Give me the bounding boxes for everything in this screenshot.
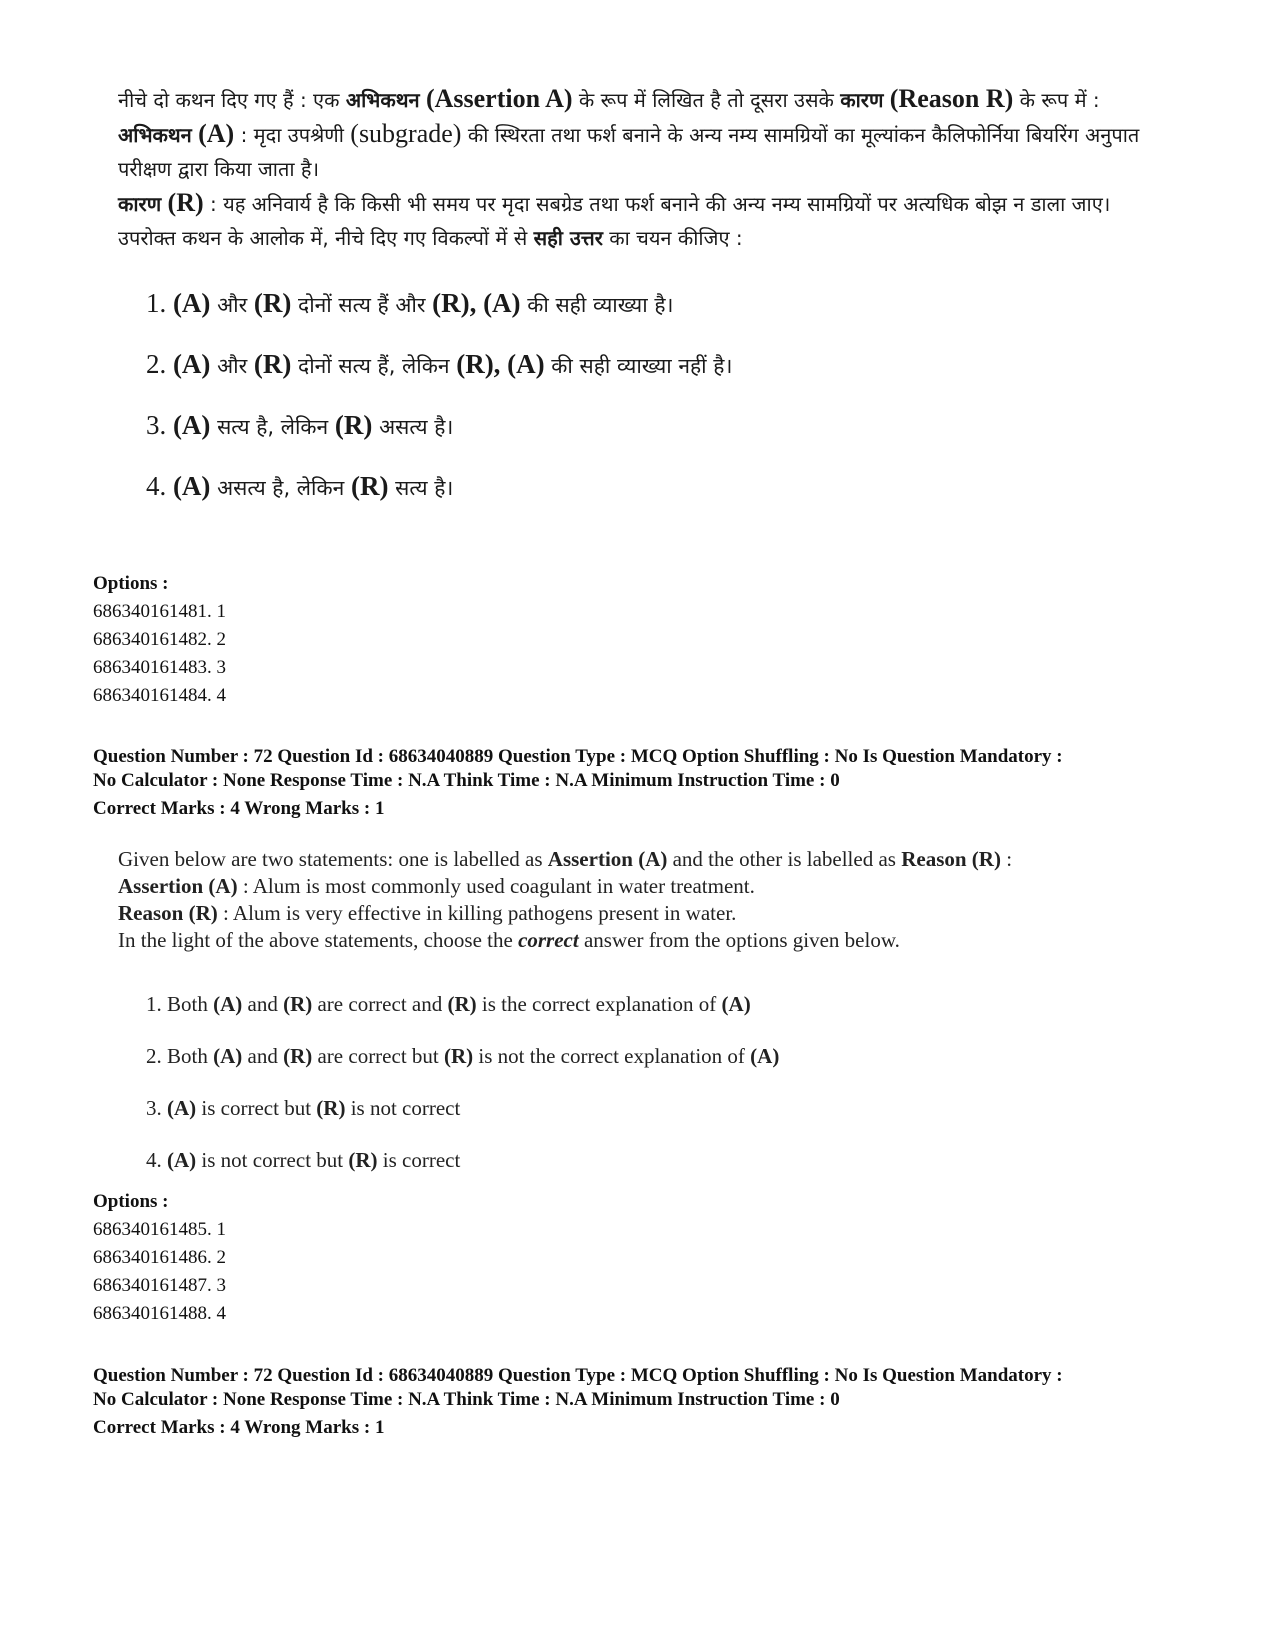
hindi-instruction: उपरोक्त कथन के आलोक में, नीचे दिए गए विकल्पों में से सही उत्तर का चयन कीजिए : (118, 226, 743, 250)
meta-line: Question Number : 72 Question Id : 68634040889 Question Type : MCQ Option Shuffling : No Is Question Mandatory : (93, 746, 1063, 767)
english-reason: Reason (R) : Alum is very effective in killing pathogens present in water. (118, 901, 737, 925)
english-answer-choices (118, 978, 1178, 1186)
options-label: Options : (93, 573, 169, 594)
marks-line: Correct Marks : 4 Wrong Marks : 1 (93, 1417, 385, 1438)
hindi-answer-choices (118, 273, 1178, 517)
hindi-reason: कारण (R) : यह अनिवार्य है कि किसी भी समय पर मृदा सबग्रेड तथा फर्श बनाने की अन्य नम्य सामग्रियों पर अत्यधिक बोझ न डाला जाए। (118, 188, 1111, 217)
english-choice-1: 1. Both (A) and (R) are correct and (R) is the correct explanation of (A) (146, 992, 751, 1016)
meta-line: No Calculator : None Response Time : N.A Think Time : N.A Minimum Instruction Time : 0 (93, 770, 840, 791)
english-instruction: In the light of the above statements, choose the correct answer from the options given below. (118, 928, 900, 952)
option-item: 686340161486. 2 (93, 1247, 226, 1268)
hindi-choice-1: 1. (A) और (R) दोनों सत्य हैं और (R), (A) की सही व्याख्या है। (146, 288, 674, 318)
options-list-2 (93, 1188, 1233, 1328)
hindi-choice-3: 3. (A) सत्य है, लेकिन (R) असत्य है। (146, 410, 454, 440)
option-item: 686340161485. 1 (93, 1219, 226, 1240)
english-intro: Given below are two statements: one is labelled as Assertion (A) and the other is labelled as Reason (R) : (118, 847, 1013, 871)
option-item: 686340161481. 1 (93, 601, 226, 622)
meta-line: Question Number : 72 Question Id : 68634040889 Question Type : MCQ Option Shuffling : No Is Question Mandatory : (93, 1365, 1063, 1386)
question-meta-2 (93, 1364, 1233, 1440)
options-list-1 (93, 570, 1233, 710)
english-question (118, 846, 1178, 1186)
hindi-choice-4: 4. (A) असत्य है, लेकिन (R) सत्य है। (146, 471, 454, 501)
english-choice-4: 4. (A) is not correct but (R) is correct (146, 1148, 461, 1172)
english-assertion: Assertion (A) : Alum is most commonly used coagulant in water treatment. (118, 874, 755, 898)
option-item: 686340161482. 2 (93, 629, 226, 650)
option-item: 686340161488. 4 (93, 1303, 226, 1324)
question-meta-1 (93, 745, 1233, 821)
hindi-intro: नीचे दो कथन दिए गए हैं : एक अभिकथन (Assertion A) के रूप में लिखित है तो दूसरा उसके कारण (Reason R) के रूप में : (118, 84, 1100, 113)
meta-line: No Calculator : None Response Time : N.A Think Time : N.A Minimum Instruction Time : 0 (93, 1389, 840, 1410)
option-item: 686340161483. 3 (93, 657, 226, 678)
english-choice-2: 2. Both (A) and (R) are correct but (R) is not the correct explanation of (A) (146, 1044, 780, 1068)
options-label: Options : (93, 1191, 169, 1212)
marks-line: Correct Marks : 4 Wrong Marks : 1 (93, 798, 385, 819)
hindi-question (118, 82, 1178, 517)
hindi-choice-2: 2. (A) और (R) दोनों सत्य हैं, लेकिन (R), (A) की सही व्याख्या नहीं है। (146, 349, 733, 379)
option-item: 686340161484. 4 (93, 685, 226, 706)
hindi-assertion: अभिकथन (A) : मृदा उपश्रेणी (subgrade) की स्थिरता तथा फर्श बनाने के अन्य नम्य सामग्रियों का मूल्यांकन कैलिफोर्निया बियरिंग अनुपात परीक्षण द्वारा किया जाता है। (118, 119, 1140, 181)
option-item: 686340161487. 3 (93, 1275, 226, 1296)
english-choice-3: 3. (A) is correct but (R) is not correct (146, 1096, 461, 1120)
